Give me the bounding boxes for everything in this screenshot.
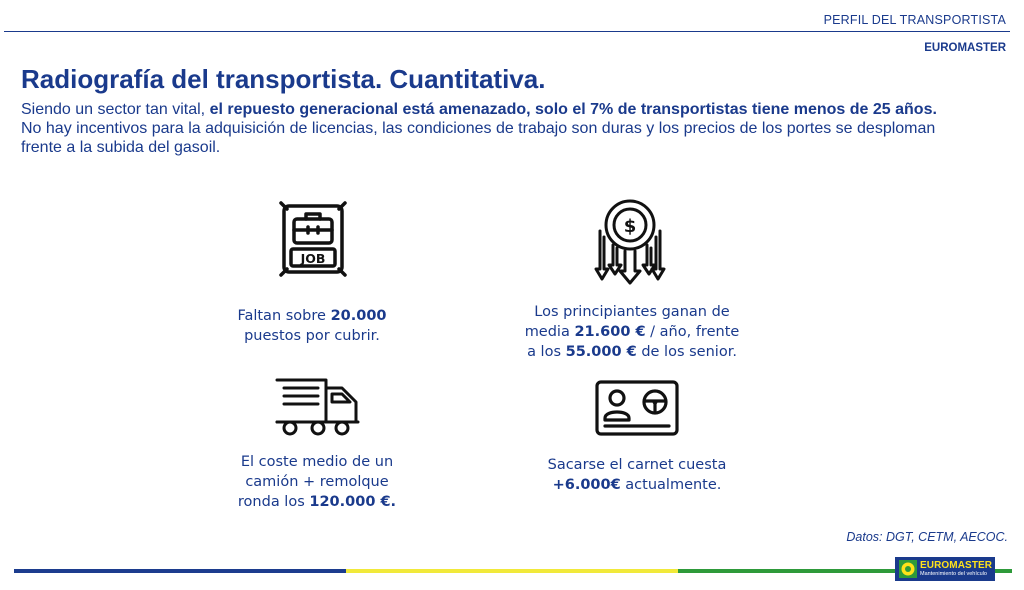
stat-truck-line2: camión + remolque [245, 474, 389, 490]
footer-bar-yellow [346, 569, 678, 573]
stat-salary [510, 302, 754, 362]
truck-icon [274, 376, 362, 438]
euromaster-logo [895, 557, 995, 581]
intro-highlight: el repuesto generacional está amenazado, solo el 7% de transportistas tiene menos de 25 años. [209, 101, 937, 118]
stat-jobs [212, 306, 412, 346]
stat-salary-text-d: de los senior. [636, 344, 737, 360]
page-title: Radiografía del transportista. Cuantitativa. [21, 64, 546, 94]
intro-part-2: No hay incentivos para la adquisición de licencias, las condiciones de trabajo son duras y los precios de los portes se desploman frente a la subida del gasoil. [21, 120, 936, 156]
stat-salary-text-c: a los [527, 344, 566, 360]
stat-license-value: +6.000€ [552, 477, 621, 493]
stat-salary-text-a: media [524, 324, 575, 340]
stat-jobs-value: 20.000 [330, 308, 387, 324]
stat-salary-senior-value: 55.000 € [565, 344, 637, 360]
stat-salary-text-b: / año, frente [645, 324, 740, 340]
stat-salary-junior-value: 21.600 € [574, 324, 646, 340]
stat-salary-line1: Los principiantes ganan de [534, 304, 730, 320]
header-divider [4, 31, 1010, 32]
logo-name: EUROMASTER [920, 560, 993, 571]
stat-license-line1: Sacarse el carnet cuesta [547, 457, 727, 473]
stat-truck [207, 452, 427, 512]
job-board-icon [276, 199, 350, 279]
header-brand: EUROMASTER [924, 42, 1006, 54]
stat-jobs-text: Faltan sobre [237, 308, 331, 324]
stat-truck-text: ronda los [237, 494, 310, 510]
stat-jobs-line2: puestos por cubrir. [244, 328, 380, 344]
intro-part-1: Siendo un sector tan vital, [21, 101, 210, 118]
stat-license [522, 455, 752, 495]
dollar-sign: $ [623, 216, 637, 237]
stat-truck-value: 120.000 €. [309, 494, 397, 510]
stat-license-text: actualmente. [620, 477, 722, 493]
stat-truck-line1: El coste medio de un [240, 454, 394, 470]
footer-bar-blue [14, 569, 346, 573]
logo-tagline: Mantenimiento del vehículo [920, 571, 987, 577]
driver-license-icon [595, 380, 679, 436]
falling-money-icon [592, 199, 668, 287]
job-icon-label: JOB [300, 251, 326, 266]
section-title: PERFIL DEL TRANSPORTISTA [823, 13, 1006, 27]
data-source: Datos: DGT, CETM, AECOC. [846, 530, 1008, 544]
euromaster-logo-mark-icon [899, 560, 917, 578]
intro-paragraph [21, 100, 961, 157]
